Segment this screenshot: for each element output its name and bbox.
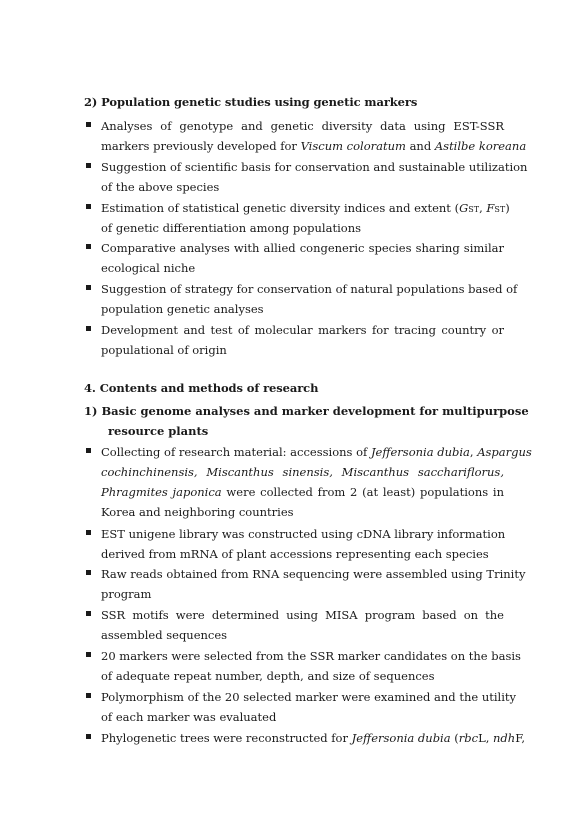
list-item-text: of each marker was evaluated (101, 710, 277, 724)
bullet-icon (86, 285, 91, 290)
list-item-text: Polymorphism of the 20 selected marker were examined and the utility (101, 690, 516, 704)
list-item-text: of adequate repeat number, depth, and size of sequences (101, 669, 435, 683)
species-name: Jeffersonia dubia (351, 731, 451, 745)
species-name: Phragmites japonica (101, 485, 222, 499)
list-item-text: population genetic analyses (101, 302, 264, 316)
list-item-text: program (101, 587, 152, 601)
list-item-text: markers previously developed for Viscum coloratum and Astilbe koreana (101, 139, 527, 153)
bullet-icon (86, 204, 91, 209)
list-item-text: Suggestion of scientific basis for conservation and sustainable utilization (101, 160, 528, 174)
list-item-text: Collecting of research material: accessions of Jeffersonia dubia, Aspargus (101, 445, 532, 459)
list-item-text: Phragmites japonica were collected from 2 (at least) populations in (101, 485, 504, 499)
bullet-icon (86, 326, 91, 331)
bullet-icon (86, 734, 91, 739)
species-name: Astilbe koreana (434, 139, 527, 153)
bullet-icon (86, 652, 91, 657)
bullet-icon (86, 122, 91, 127)
list-item-text: Development and test of molecular markers for tracing country or (101, 323, 504, 337)
subsection-heading-line: resource plants (108, 424, 209, 438)
bullet-icon (86, 611, 91, 616)
list-item-text: of the above species (101, 180, 220, 194)
bullet-icon (86, 244, 91, 249)
list-item-text: SSR motifs were determined using MISA program based on the (101, 608, 504, 622)
section-heading-population-genetics: 2) Population genetic studies using genetic markers (84, 95, 418, 109)
list-item-text: of genetic differentiation among populations (101, 221, 362, 235)
list-item-text: Suggestion of strategy for conservation of natural populations based of (101, 282, 518, 296)
species-name: Viscum coloratum (300, 139, 406, 153)
species-name: Aspargus (477, 445, 532, 459)
list-item-text: ecological niche (101, 261, 196, 275)
list-item-text: cochinchinensis, Miscanthus sinensis, Miscanthus sacchariflorus, (101, 465, 504, 479)
list-item-text: Korea and neighboring countries (101, 505, 294, 519)
list-item-text: Estimation of statistical genetic diversity indices and extent (GST, FST) (101, 201, 510, 215)
list-item-text: Analyses of genotype and genetic diversity data using EST-SSR (101, 119, 504, 133)
list-item-text: Comparative analyses with allied congeneric species sharing similar (101, 241, 504, 255)
bullet-icon (86, 530, 91, 535)
list-item-text: populational of origin (101, 343, 227, 357)
list-item-text: 20 markers were selected from the SSR marker candidates on the basis (101, 649, 521, 663)
subsection-heading-line: 1) Basic genome analyses and marker development for multipurpose (84, 404, 529, 418)
list-item-text: assembled sequences (101, 628, 228, 642)
list-item-text: EST unigene library was constructed using cDNA library information (101, 527, 506, 541)
species-name: Jeffersonia dubia (370, 445, 470, 459)
section-heading-contents-methods: 4. Contents and methods of research (84, 381, 319, 395)
bullet-icon (86, 448, 91, 453)
bullet-icon (86, 570, 91, 575)
list-item-text: derived from mRNA of plant accessions representing each species (101, 547, 489, 561)
list-item-text: Phylogenetic trees were reconstructed for Jeffersonia dubia (rbcL, ndhF, (101, 731, 526, 745)
list-item-text: Raw reads obtained from RNA sequencing were assembled using Trinity (101, 567, 526, 581)
bullet-icon (86, 163, 91, 168)
bullet-icon (86, 693, 91, 698)
